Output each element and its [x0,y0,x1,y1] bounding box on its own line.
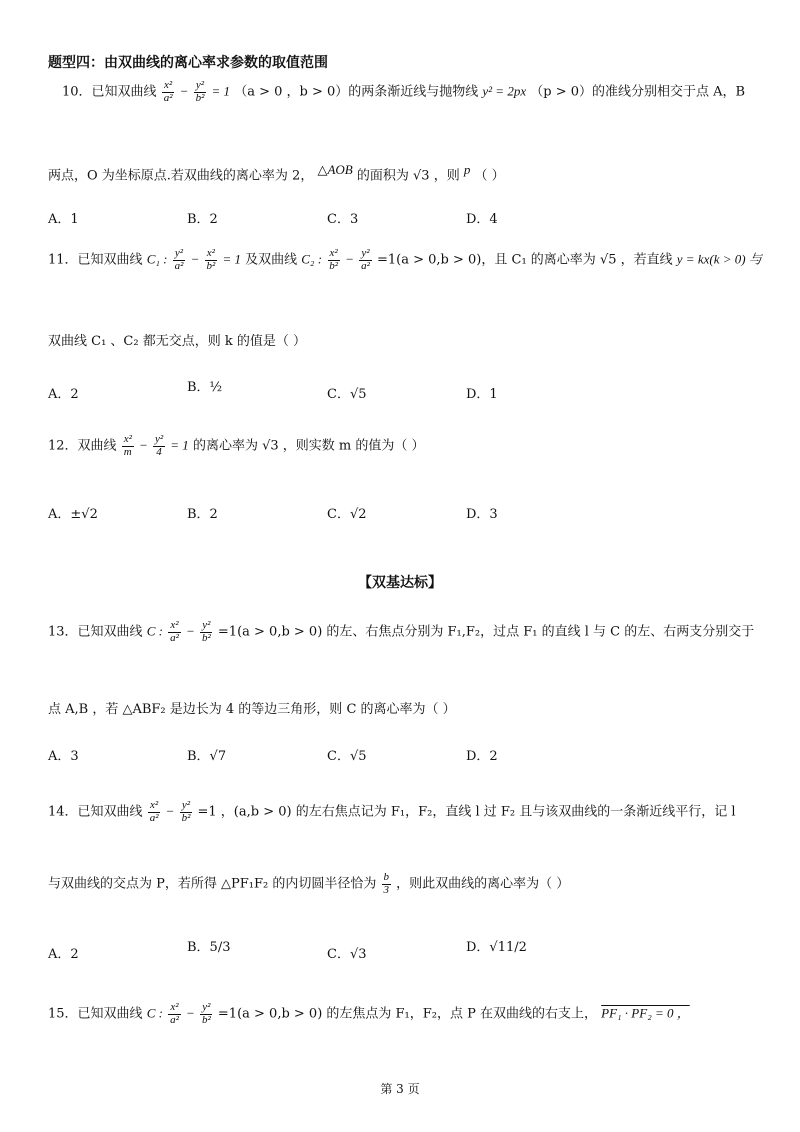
triangle-aob: △AOB [317,162,353,177]
q11-option-d[interactable]: D．1 [466,387,498,402]
q11-option-c[interactable]: C．√5 [327,387,367,402]
question-10-number: 10．已知双曲线 [62,84,157,100]
question-13-line-2: 点 A,B ，若 △ABF₂ 是边长为 4 的等边三角形，则 C 的离心率为（ ） [48,702,456,717]
q10-option-a[interactable]: A．1 [48,212,79,227]
fraction-y2-b2: $\frac{\text{y²}}{\text{b²}}$ [195,79,205,104]
question-10-line-1: 10．已知双曲线 $\frac{\text{x²}}{\text{a²}}$ − $\frac{\text{y²}}{\text{b²}}$ = 1 （a > 0 ，b > 0）的两条渐近线与抛物线 y² = 2px （p > 0）的准线分别相交于点 A，B [62,79,746,104]
question-12-line: 12．双曲线 $\frac{\text{x²}}{m}$ − $\frac{\text{y²}}{4}$ = 1 的离心率为 √3 ，则实数 m 的值为（ ） [48,433,425,458]
question-14-number: 14．已知双曲线 [48,804,143,820]
question-13-line-1: 13．已知双曲线 C : $\frac{\text{x²}}{\text{a²}}$ − $\frac{\text{y²}}{\text{b²}}$ =1(a > 0,b > 0) 的左、右焦点分别为 F₁,F₂，过点 F₁ 的直线 l 与 C 的左、右两支分别交于 [48,619,755,644]
q10-option-d[interactable]: D．4 [466,212,498,227]
question-11-line-1: 11．已知双曲线 C₁ : $\frac{\text{y²}}{\text{a²}}$ − $\frac{\text{x²}}{\text{b²}}$ = 1 及双曲线 C₂ : $\frac{\text{x²}}{\text{b²}}$ − $\frac{\text{y²}}{\text{a²}}$ =1(a > 0,b > 0)，且 C₁ 的离心率为 √5 ，若直线 y = kx(k > 0) 与 [48,247,762,272]
q11-option-b[interactable]: B．½ [187,380,223,395]
q14-option-c[interactable]: C．√3 [327,947,367,962]
question-11-line-2: 双曲线 C₁ 、C₂ 都无交点，则 k 的值是（ ） [48,334,306,349]
subsection-title: 【双基达标】 [358,575,442,591]
section-title: 题型四：由双曲线的离心率求参数的取值范围 [48,55,328,71]
question-14-line-1: 14．已知双曲线 $\frac{\text{x²}}{\text{a²}}$ − $\frac{\text{y²}}{\text{b²}}$ =1 ，(a,b > 0) 的左右焦点记为 F₁，F₂，直线 l 过 F₂ 且与该双曲线的一条渐近线平行，记 l [48,799,736,824]
q13-option-a[interactable]: A．3 [48,749,79,764]
fraction-x2-a2: $\frac{\text{x²}}{\text{a²}}$ [163,79,173,104]
q12-option-c[interactable]: C．√2 [327,507,367,522]
page-number: 第 3 页 [380,1082,420,1096]
q14-option-a[interactable]: A．2 [48,947,79,962]
variable-p: p [463,162,471,177]
q10-option-b[interactable]: B．2 [187,212,218,227]
q13-option-c[interactable]: C．√5 [327,749,367,764]
question-13-number: 13．已知双曲线 [48,624,143,640]
question-15-line-1: 15．已知双曲线 C : $\frac{\text{x²}}{\text{a²}}$ − $\frac{\text{y²}}{\text{b²}}$ =1(a > 0,b > 0) 的左焦点为 F₁，F₂，点 P 在双曲线的右支上， PF₁ · PF₂ = 0 ， [48,1001,690,1026]
parabola-equation: y² = 2px [482,83,527,99]
q12-option-b[interactable]: B．2 [187,507,218,522]
question-10-condition-2: （p > 0）的准线分别相交于点 A，B [530,84,746,100]
q13-option-d[interactable]: D．2 [466,749,498,764]
vector-dot-product: PF₁ · PF₂ = 0 ， [601,1005,690,1021]
q11-option-a[interactable]: A．2 [48,387,79,402]
question-12-number: 12．双曲线 [48,438,117,454]
question-10-line-2: 两点，O 为坐标原点.若双曲线的离心率为 2， $^{\triangle AOB}$ 的面积为 √3 ，则 $^p$ （ ） [48,162,505,184]
question-14-line-2: 与双曲线的交点为 P，若所得 △PF₁F₂ 的内切圆半径恰为 $\frac{b}{3}$ ，则此双曲线的离心率为（ ） [48,871,570,896]
q10-option-c[interactable]: C．3 [327,212,359,227]
question-11-number: 11．已知双曲线 [48,252,143,268]
question-10-condition: （a > 0 ，b > 0）的两条渐近线与抛物线 [234,84,479,100]
q14-option-b[interactable]: B．5/3 [187,940,231,955]
q13-option-b[interactable]: B．√7 [187,749,227,764]
fraction-b-3: $\frac{b}{3}$ [383,871,389,896]
q12-option-d[interactable]: D．3 [466,507,498,522]
q14-option-d[interactable]: D．√11/2 [466,940,527,955]
q12-option-a[interactable]: A．±√2 [48,507,98,522]
question-15-number: 15．已知双曲线 [48,1006,143,1022]
